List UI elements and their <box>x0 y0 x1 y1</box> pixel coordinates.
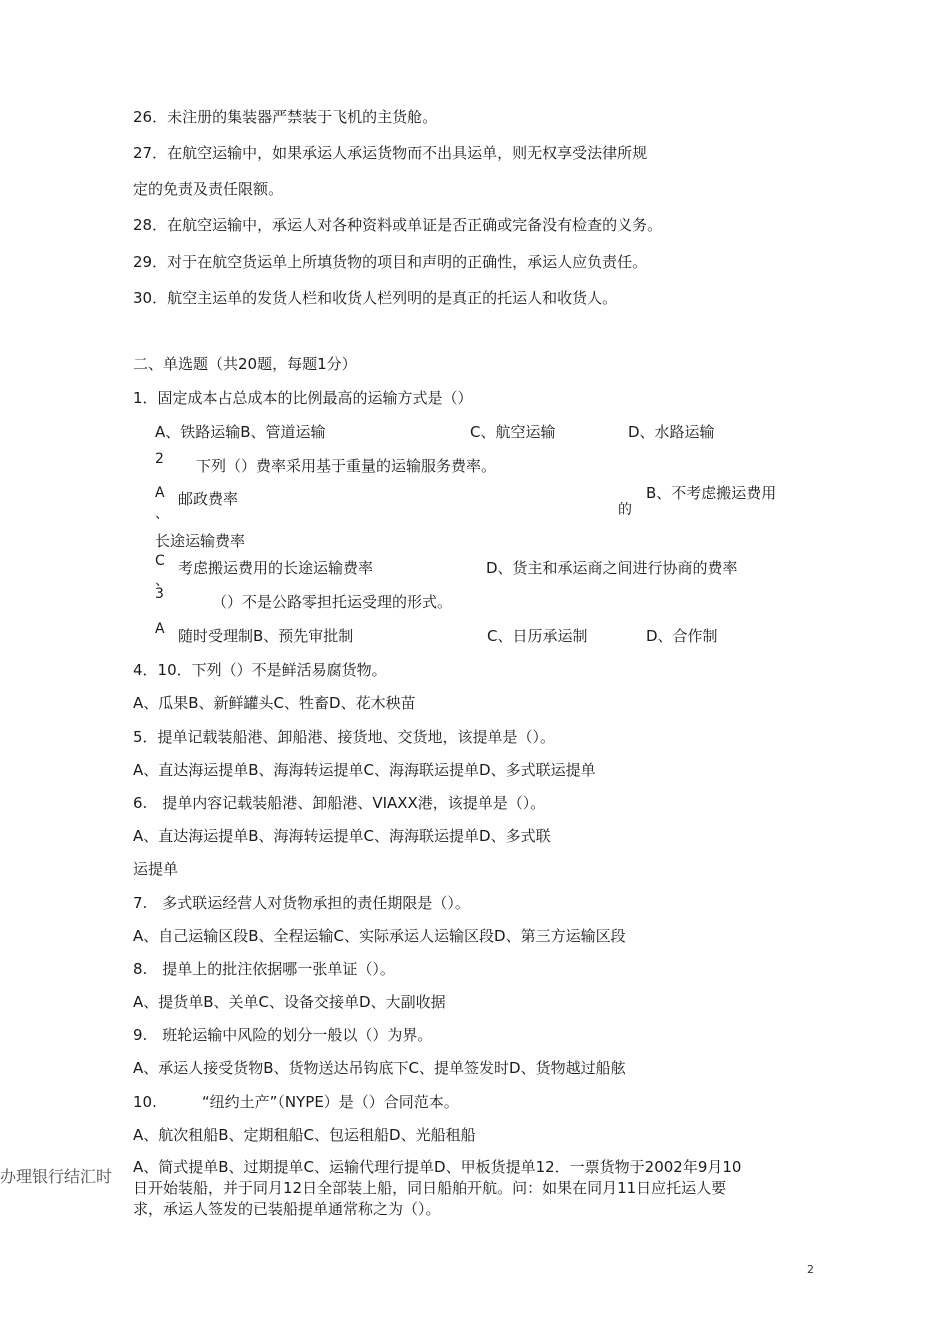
question-29: 29．对于在航空货运单上所填货物的项目和声明的正确性，承运人应负责任。 <box>133 253 648 271</box>
mc-question-4: 4．10．下列（）不是鲜活易腐货物。 <box>133 661 387 679</box>
mc-question-5: 5．提单记载装船港、卸船港、接货地、交货地，该提单是（）。 <box>133 728 556 746</box>
q2-number: 2 <box>155 451 164 467</box>
q2-option-b-cont: 长途运输费率 <box>155 532 246 550</box>
q3-number: 3 <box>155 586 164 602</box>
q2-option-b-fragment: 的 <box>618 502 632 518</box>
q6-options-cont: 运提单 <box>133 860 179 878</box>
q1-option-c: C、航空运输 <box>470 423 556 441</box>
mc-question-2: 下列（）费率采用基于重量的运输服务费率。 <box>196 457 497 475</box>
question-27-cont: 定的免责及责任限额。 <box>133 180 284 198</box>
q9-options: A、承运人接受货物B、货物送达吊钩底下C、提单签发时D、货物越过船舷 <box>133 1059 626 1077</box>
mc-question-6: 6. 提单内容记载装船港、卸船港、VIAXX港，该提单是（）。 <box>133 794 546 812</box>
q7-options: A、自己运输区段B、全程运输C、实际承运人运输区段D、第三方运输区段 <box>133 927 626 945</box>
q6-options: A、直达海运提单B、海海转运提单C、海海联运提单D、多式联 <box>133 827 551 845</box>
question-28: 28．在航空运输中，承运人对各种资料或单证是否正确或完备没有检查的义务。 <box>133 216 663 234</box>
q2-option-b: B、不考虑搬运费用 <box>646 484 777 502</box>
q12-text-cont: 日开始装船，并于同月12日全部装上船，同日船舶开航。问：如果在同月11日应托运人要 <box>133 1179 727 1197</box>
q2-label-a: A <box>155 485 165 501</box>
q5-options: A、直达海运提单B、海海转运提单C、海海联运提单D、多式联运提单 <box>133 761 596 779</box>
q2-label-c: C <box>155 553 165 569</box>
mc-question-7: 7. 多式联运经营人对货物承担的责任期限是（）。 <box>133 894 470 912</box>
question-26: 26．未注册的集装器严禁装于飞机的主货舱。 <box>133 108 438 126</box>
mc-question-9: 9. 班轮运输中风险的划分一般以（）为界。 <box>133 1026 433 1044</box>
mc-question-3: （）不是公路零担托运受理的形式。 <box>212 593 453 611</box>
page-number: 2 <box>807 1263 814 1276</box>
q4-options: A、瓜果B、新鲜罐头C、牲畜D、花木秧苗 <box>133 694 416 712</box>
q3-label-a: A <box>155 621 165 637</box>
q2-fragment-mark-2: 、 <box>155 573 169 589</box>
mc-question-1: 1．固定成本占总成本的比例最高的运输方式是（） <box>133 389 473 407</box>
q2-option-d: D、货主和承运商之间进行协商的费率 <box>486 559 738 577</box>
q1-option-d: D、水路运输 <box>628 423 715 441</box>
q3-option-ab: 随时受理制B、预先审批制 <box>178 627 354 645</box>
q11-options-and-q12: A、简式提单B、过期提单C、运输代理行提单D、甲板货提单12．一票货物于2002年9月10 <box>133 1158 742 1176</box>
q12-text-end: 求，承运人签发的已装船提单通常称之为（）。 <box>133 1200 441 1218</box>
q3-option-c: C、日历承运制 <box>487 627 588 645</box>
q8-options: A、提货单B、关单C、设备交接单D、大副收据 <box>133 993 446 1011</box>
section-heading: 二、单选题（共20题，每题1分） <box>133 355 357 373</box>
overlap-fragment: 办理银行结汇时 <box>0 1167 113 1186</box>
q2-fragment-mark: 、 <box>155 506 169 522</box>
question-30: 30．航空主运单的发货人栏和收货人栏列明的是真正的托运人和收货人。 <box>133 289 618 307</box>
q3-option-d: D、合作制 <box>646 627 718 645</box>
mc-question-8: 8. 提单上的批注依据哪一张单证（）。 <box>133 960 395 978</box>
q2-option-a: 邮政费率 <box>178 490 239 508</box>
q2-option-c: 考虑搬运费用的长途运输费率 <box>178 559 374 577</box>
question-27: 27．在航空运输中，如果承运人承运货物而不出具运单，则无权享受法律所规 <box>133 144 648 162</box>
q10-options: A、航次租船B、定期租船C、包运租船D、光船租船 <box>133 1126 476 1144</box>
mc-question-10: 10. “纽约土产”（NYPE）是（）合同范本。 <box>133 1093 459 1111</box>
q1-option-ab: A、铁路运输B、管道运输 <box>155 423 326 441</box>
